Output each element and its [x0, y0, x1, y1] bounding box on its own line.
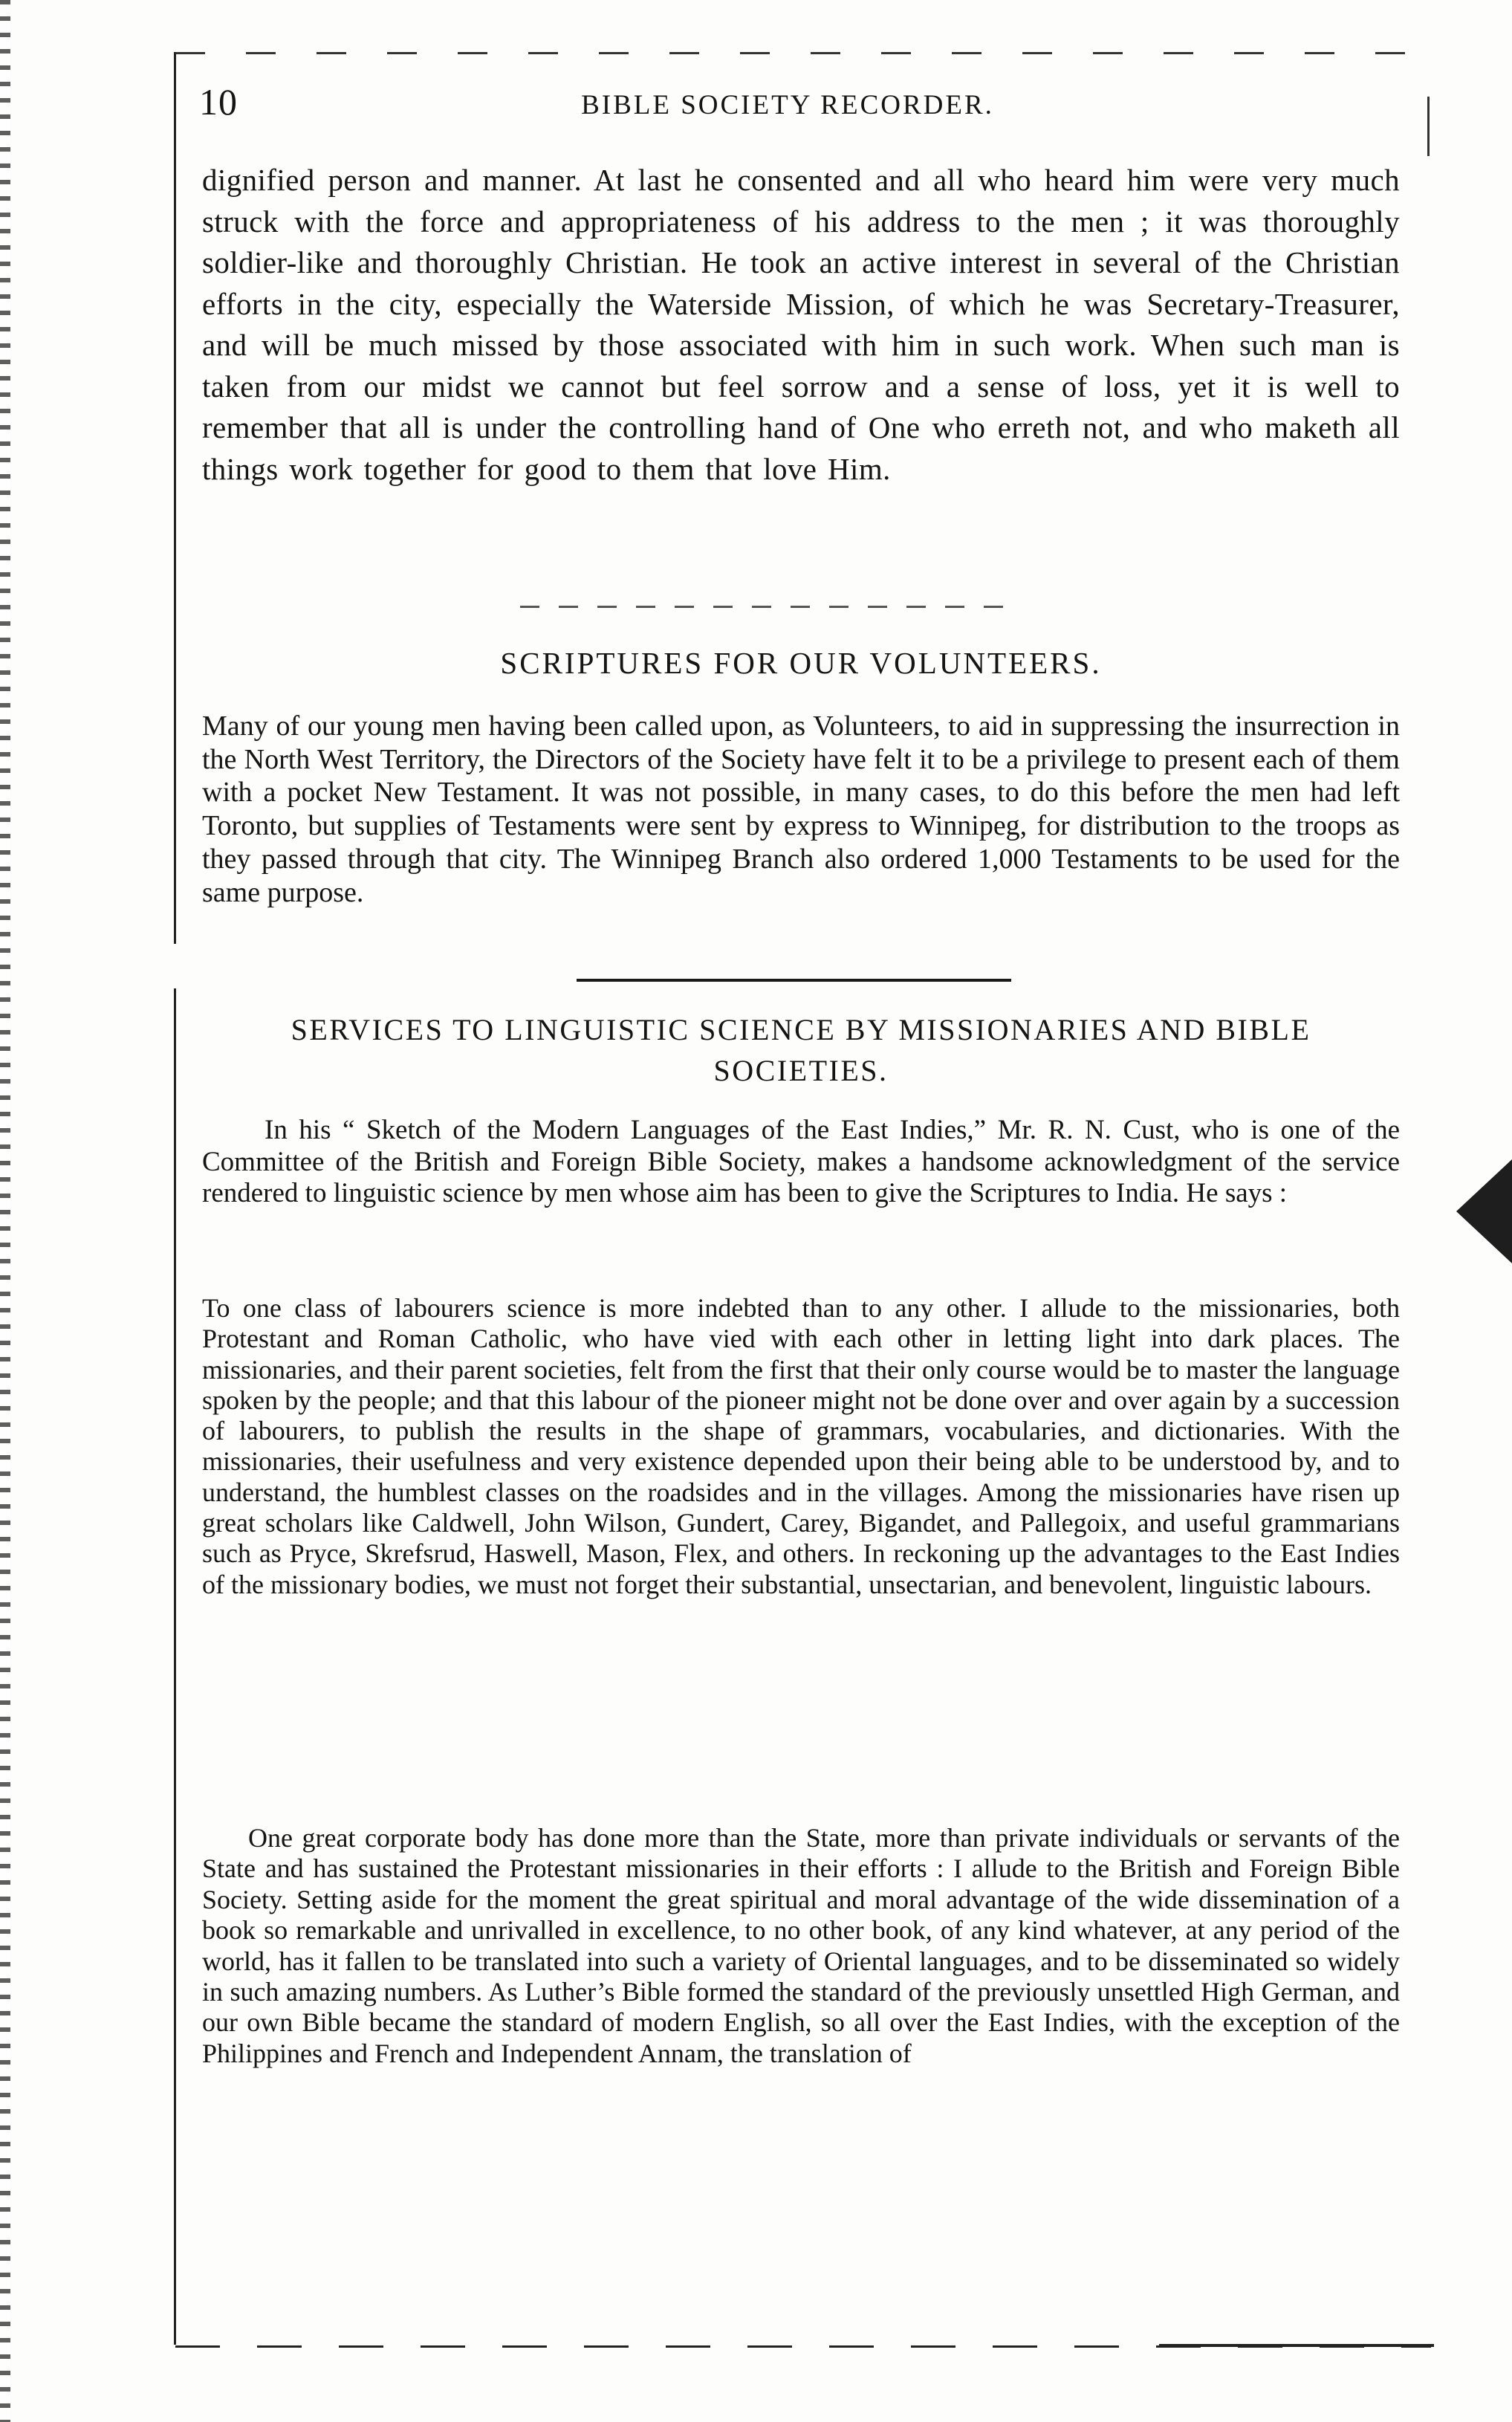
running-title: BIBLE SOCIETY RECORDER. [581, 90, 994, 120]
rule-gap [171, 944, 178, 988]
scan-edge [0, 0, 10, 2422]
page-number: 10 [199, 81, 238, 123]
section-rule [577, 979, 1011, 982]
quote-paragraph-missionaries: To one class of labourers science is more indebted than to any other. I allude to the missionaries, both Protestant and Roman Catholic, who have vied with each other in letting light into dark places. The missionaries, and their parent societies, felt from the first that their only course would be to master the language spoken by the people; and that this labour of the pioneer might not be done over and over again by a succession of labourers, to publish the results in the shape of grammars, vocabularies, and dictionaries. With the missionaries, their usefulness and very existence depended upon their being able to be understood by, and to understand, the humblest classes on the roadsides and in the villages. Among the missionaries have risen up great scholars like Caldwell, John Wilson, Gundert, Carey, Bigandet, and Pallegoix, and useful grammarians such as Pryce, Skrefsrud, Haswell, Mason, Flex, and others. In reckoning up the advantages to the East Indies of the missionary bodies, we must not forget their substantial, unsectarian, and benevolent, linguistic labours. [202, 1293, 1400, 1599]
continued-article-text: dignified person and manner. At last he consented and all who heard him were very much struck with the force and appropriateness of his address to the men ; it was thoroughly soldier-like and thoroughly Christian. He took an active interest in several of the Christian efforts in the city, especially the Waterside Mission, of which he was Secretary-Treasurer, and will be much missed by those associated with him in such work. When such man is taken from our midst we cannot but feel sorrow and a sense of loss, yet it is well to remember that all is under the controlling hand of One who erreth not, and who maketh all things work together for good to them that love Him. [202, 163, 1400, 486]
section-separator [520, 606, 1010, 608]
linguistic-intro-paragraph: In his “ Sketch of the Modern Languages of the East Indies,” Mr. R. N. Cust, who is one of the Committee of the British and Foreign Bible Society, makes a handsome acknowledgment of the service rendered to linguistic science by men whose aim has been to give the Scriptures to India. He says : [202, 1115, 1400, 1208]
right-margin-rule [1427, 97, 1430, 156]
volunteers-paragraph: Many of our young men having been called upon, as Volunteers, to aid in suppressing the insurrection in the North West Territory, the Directors of the Society have felt it to be a privilege to present each of them with a pocket New Testament. It was not possible, in many cases, to do this before the men had left Toronto, but supplies of Testaments were sent by express to Winnipeg, for distribution to the troops as they passed through that city. The Winnipeg Branch also ordered 1,000 Testaments to be used for the same purpose. [202, 710, 1400, 908]
linguistic-heading: SERVICES TO LINGUISTIC SCIENCE BY MISSIONARIES AND BIBLE SOCIETIES. [291, 1013, 1311, 1087]
quote-paragraph-bible-society: One great corporate body has done more than the State, more than private individuals or servants of the State and has sustained the Protestant missionaries in their efforts : I allude to the British and Foreign Bible Society. Setting aside for the moment the great spiritual and moral advantage of the wide dissemination of a book so remarkable and unrivalled in excellence, to no other book, of any kind whatever, at any period of the world, has it fallen to be translated into such a variety of Oriental languages, and to be disseminated so widely in such amazing numbers. As Luther’s Bible formed the standard of the previously unsettled High German, and our own Bible became the standard of modern English, so all over the East Indies, with the exception of the Philippines and French and Independent Annam, the translation of [202, 1823, 1400, 2068]
bottom-border-solid [1159, 2344, 1434, 2347]
page-tear-mark [1456, 1159, 1512, 1263]
left-margin-rule [174, 52, 176, 2345]
volunteers-heading: SCRIPTURES FOR OUR VOLUNTEERS. [500, 646, 1102, 680]
top-border [175, 52, 1424, 54]
page-edge-mask [1479, 1182, 1512, 2422]
